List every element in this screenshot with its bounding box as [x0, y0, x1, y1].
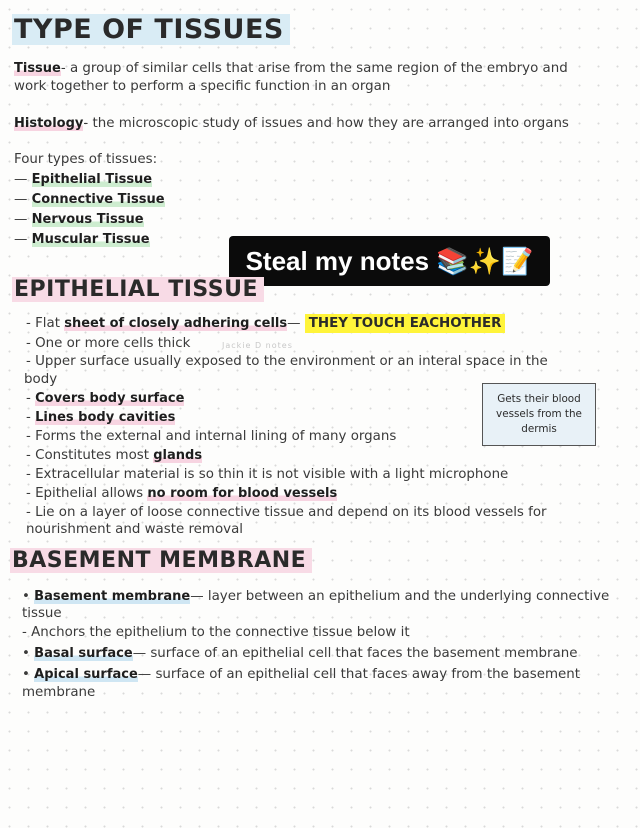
list-item: — Muscular Tissue [14, 232, 150, 247]
epithelial-heading-text: EPITHELIAL TISSUE [12, 277, 264, 302]
list-item: — Nervous Tissue [14, 212, 144, 227]
list-item: - Lie on a layer of loose connective tissue and depend on its blood vessels for [26, 505, 547, 520]
list-item: • Apical surface— surface of an epithelial cell that faces away from the basement [22, 667, 580, 682]
list-item: - Forms the external and internal lining of many organs [26, 429, 397, 444]
histology-term: Histology [14, 116, 84, 131]
page-title [12, 14, 290, 45]
list-item-continuation: membrane [22, 685, 96, 700]
type-muscular: Muscular Tissue [31, 232, 150, 247]
page-title-text: TYPE OF TISSUES [12, 14, 290, 45]
constitutes-prefix: - Constitutes most [26, 448, 154, 463]
basement-heading-text: BASEMENT MEMBRANE [10, 548, 312, 573]
apical-surface-term: Apical surface [34, 667, 138, 682]
steal-notes-banner: Steal my notes 📚✨📝 [229, 236, 550, 286]
list-item-continuation: nourishment and waste removal [26, 522, 243, 537]
list-item: - Upper surface usually exposed to the environment or an interal space in the [26, 354, 548, 369]
flat-prefix: - Flat [26, 316, 65, 331]
tissue-term: Tissue [14, 61, 61, 76]
tissue-definition [14, 60, 594, 96]
list-item: — Connective Tissue [14, 192, 165, 207]
covers-term: Covers body surface [35, 391, 185, 406]
list-item: • Basement membrane— layer between an epithelium and the underlying connective [22, 589, 610, 604]
basement-list [22, 588, 609, 701]
basement-membrane-term: Basement membrane [34, 589, 191, 604]
basal-surface-term: Basal surface [34, 646, 133, 661]
flat-term: sheet of closely adhering cells [64, 316, 288, 331]
basal-surface-text: — surface of an epithelial cell that faces the basement membrane [132, 646, 578, 661]
type-connective: Connective Tissue [31, 192, 165, 207]
flat-dash: — [287, 316, 301, 331]
tissue-definition-text: - a group of similar cells that arise from the same region of the embryo and work together to perform a specific function in an organ [14, 61, 568, 94]
touch-highlight: THEY TOUCH EACHOTHER [305, 314, 506, 333]
list-item: - Lines body cavities [26, 410, 176, 425]
basement-heading [10, 548, 312, 573]
types-intro: Four types of tissues: [14, 152, 158, 167]
list-item: - One or more cells thick [26, 336, 191, 351]
list-item [26, 446, 548, 465]
epithelial-heading [12, 277, 264, 302]
type-epithelial: Epithelial Tissue [31, 172, 153, 187]
list-item: — Epithelial Tissue [14, 172, 153, 187]
allows-prefix: - Epithelial allows [26, 486, 148, 501]
list-item: - Covers body surface [26, 391, 185, 406]
type-nervous: Nervous Tissue [31, 212, 144, 227]
glands-term: glands [153, 448, 203, 463]
list-item: • Basal surface— surface of an epithelial cell that faces the basement membrane [22, 646, 578, 661]
tissue-types-list [14, 170, 165, 250]
allows-term: no room for blood vessels [147, 486, 338, 501]
basement-membrane-text: — layer between an epithelium and the underlying connective [190, 589, 610, 604]
list-item [26, 484, 548, 503]
apical-surface-text: — surface of an epithelial cell that faces away from the basement [137, 667, 580, 682]
lines-term: Lines body cavities [35, 410, 176, 425]
histology-definition-text: - the microscopic study of issues and how they are arranged into organs [83, 116, 569, 131]
list-item-continuation: body [24, 372, 58, 387]
list-item-continuation: tissue [22, 606, 62, 621]
watermark: Jackie D notes [222, 341, 293, 350]
list-item [26, 313, 548, 335]
list-item: - Extracellular material is so thin it is not visible with a light microphone [26, 467, 509, 482]
list-item: - Anchors the epithelium to the connective tissue below it [22, 625, 410, 640]
blood-vessels-note: Gets their blood vessels from the dermis [482, 383, 596, 446]
histology-definition [14, 115, 569, 133]
